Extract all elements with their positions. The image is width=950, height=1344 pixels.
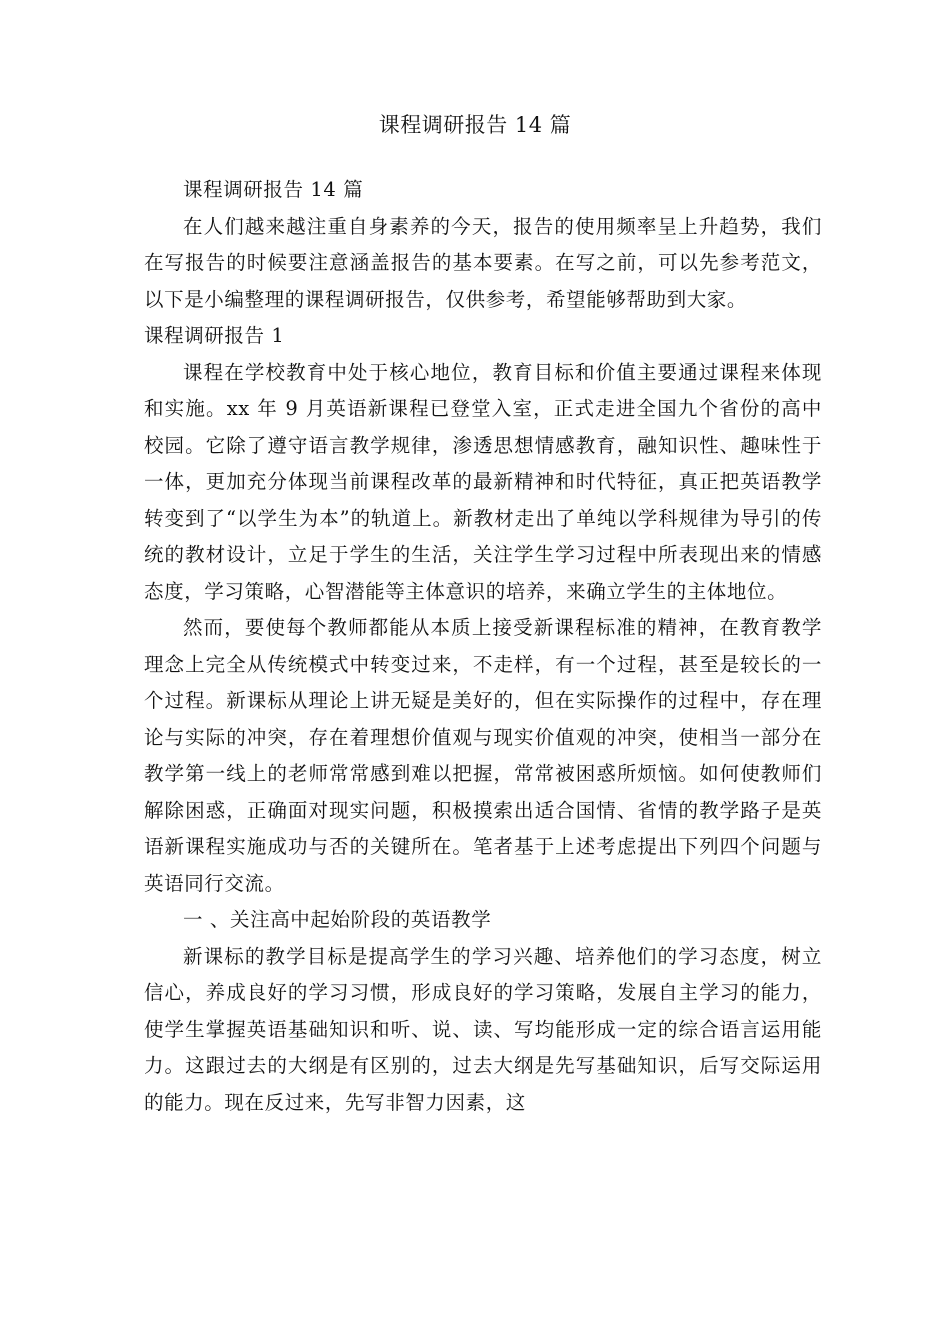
- document-title: 课程调研报告 14 篇: [378, 113, 572, 137]
- paragraph-subtitle: 课程调研报告 14 篇: [183, 178, 364, 201]
- document-body: [144, 172, 822, 1121]
- paragraph-teaching-goals: 新课标的教学目标是提高学生的学习兴趣、培养他们的学习态度，树立信心，养成良好的学习习惯，形成良好的学习策略，发展自主学习的能力，使学生掌握英语基础知识和听、说、读、写均能形成一定的综合语言运用能力。这跟过去的大纲是有区别的，过去大纲是先写基础知识，后写交际运用的能力。现在反过来，先写非智力因素，这: [144, 944, 822, 1114]
- subheading-high-school-english: 一 、关注高中起始阶段的英语教学: [183, 908, 492, 931]
- paragraph-curriculum-core: 课程在学校教育中处于核心地位，教育目标和价值主要通过课程来体现和实施。xx 年 9 月英语新课程已登堂入室，正式走进全国九个省份的高中校园。它除了遵守语言教学规律，渗透思想情感教育，融知识性、趣味性于一体，更加充分体现当前课程改革的最新精神和时代特征，真正把英语教学转变到了“以学生为本”的轨道上。新教材走出了单纯以学科规律为导引的传统的教材设计，立足于学生的生活，关注学生学习过程中所表现出来的情感态度，学习策略，心智潜能等主体意识的培养，来确立学生的主体地位。: [144, 360, 822, 603]
- paragraph-however: 然而，要使每个教师都能从本质上接受新课程标准的精神，在教育教学理念上完全从传统模式中转变过来，不走样，有一个过程，甚至是较长的一个过程。新课标从理论上讲无疑是美好的，但在实际操作的过程中，存在理论与实际的冲突，存在着理想价值观与现实价值观的冲突，使相当一部分在教学第一线上的老师常常感到难以把握，常常被困惑所烦恼。如何使教师们解除困惑，正确面对现实问题，积极摸索出适合国情、省情的教学路子是英语新课程实施成功与否的关键所在。笔者基于上述考虑提出下列四个问题与英语同行交流。: [144, 616, 822, 895]
- paragraph-intro: 在人们越来越注重自身素养的今天，报告的使用频率呈上升趋势，我们在写报告的时候要注意涵盖报告的基本要素。在写之前，可以先参考范文，以下是小编整理的课程调研报告，仅供参考，希望能够帮助到大家。: [144, 214, 822, 311]
- section-heading-report-1: 课程调研报告 1: [144, 324, 285, 347]
